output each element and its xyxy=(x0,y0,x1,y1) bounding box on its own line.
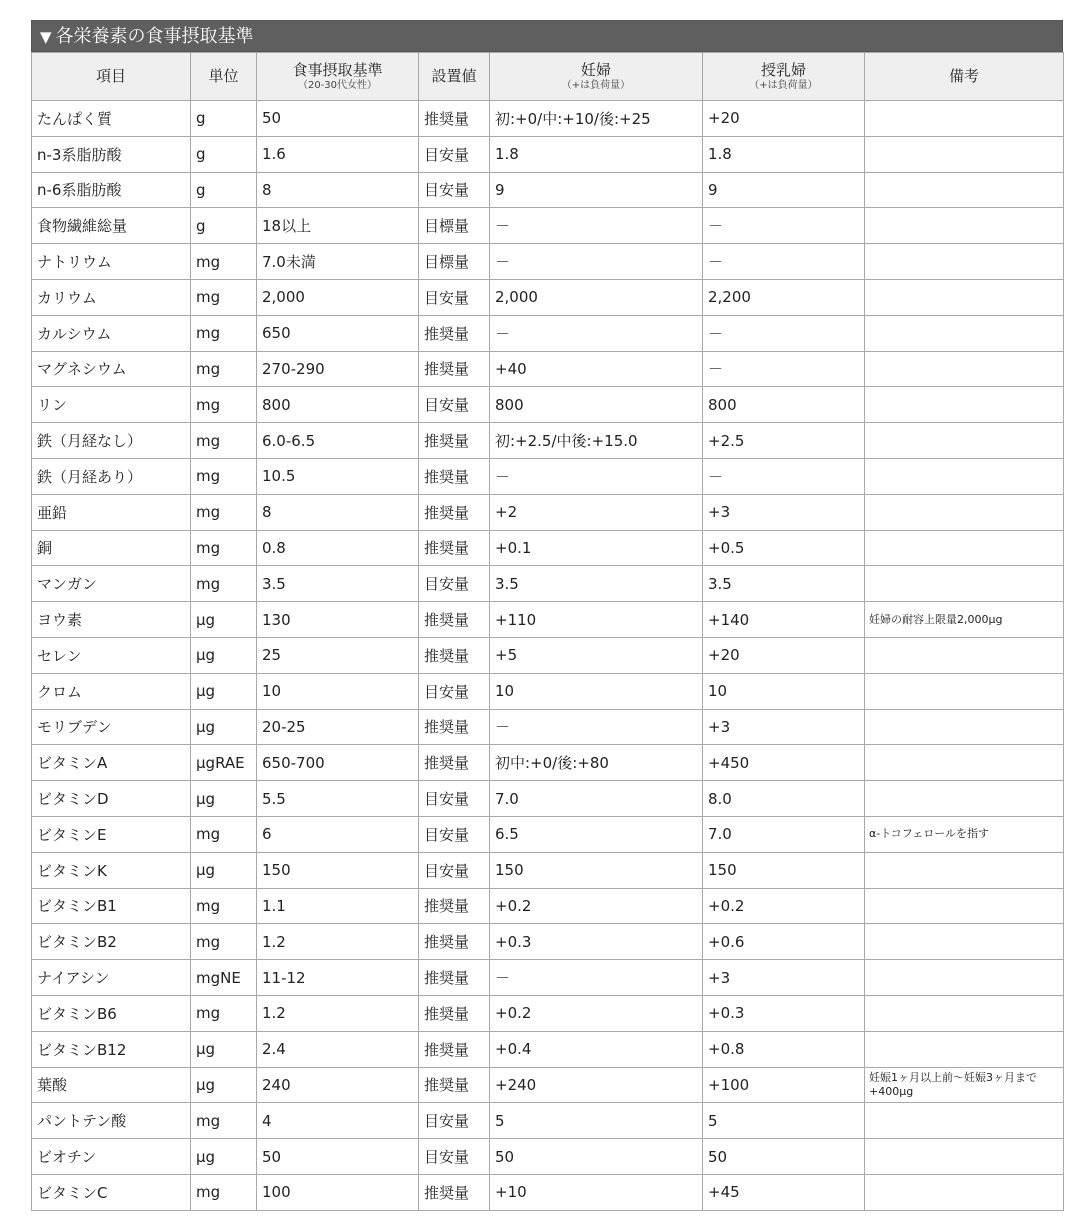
cell-setting: 目安量 xyxy=(419,1103,490,1139)
cell-pregnant: +110 xyxy=(490,602,703,638)
table-row xyxy=(32,172,1064,208)
cell-standard: 130 xyxy=(257,602,419,638)
cell-unit: mg xyxy=(191,995,257,1031)
cell-remarks xyxy=(865,494,1064,530)
cell-unit: μg xyxy=(191,709,257,745)
cell-standard: 270-290 xyxy=(257,351,419,387)
cell-standard: 8 xyxy=(257,172,419,208)
cell-pregnant: 7.0 xyxy=(490,781,703,817)
cell-item: マグネシウム xyxy=(32,351,191,387)
cell-unit: mg xyxy=(191,1174,257,1210)
cell-unit: μg xyxy=(191,1031,257,1067)
cell-remarks xyxy=(865,960,1064,996)
cell-pregnant: － xyxy=(490,709,703,745)
cell-item: クロム xyxy=(32,673,191,709)
cell-pregnant: 初:+2.5/中後:+15.0 xyxy=(490,423,703,459)
cell-lactating: +45 xyxy=(703,1174,865,1210)
cell-item: セレン xyxy=(32,637,191,673)
cell-pregnant: 150 xyxy=(490,852,703,888)
cell-lactating: 9 xyxy=(703,172,865,208)
cell-item: n-6系脂肪酸 xyxy=(32,172,191,208)
cell-unit: mg xyxy=(191,1103,257,1139)
cell-item: ビタミンE xyxy=(32,816,191,852)
cell-unit: μg xyxy=(191,781,257,817)
header-setting: 設置値 xyxy=(419,53,490,101)
cell-lactating: +0.6 xyxy=(703,924,865,960)
cell-unit: mg xyxy=(191,279,257,315)
table-row xyxy=(32,1139,1064,1175)
table-row xyxy=(32,960,1064,996)
cell-pregnant: +10 xyxy=(490,1174,703,1210)
cell-item: 葉酸 xyxy=(32,1067,191,1103)
cell-setting: 推奨量 xyxy=(419,423,490,459)
table-row xyxy=(32,673,1064,709)
cell-lactating: +100 xyxy=(703,1067,865,1103)
cell-setting: 推奨量 xyxy=(419,101,490,137)
cell-remarks xyxy=(865,208,1064,244)
cell-remarks xyxy=(865,924,1064,960)
table-row xyxy=(32,995,1064,1031)
cell-standard: 6.0-6.5 xyxy=(257,423,419,459)
cell-lactating: － xyxy=(703,208,865,244)
table-row xyxy=(32,136,1064,172)
table-row xyxy=(32,244,1064,280)
cell-standard: 5.5 xyxy=(257,781,419,817)
cell-remarks xyxy=(865,673,1064,709)
cell-remarks xyxy=(865,530,1064,566)
cell-setting: 目安量 xyxy=(419,387,490,423)
header-lactating-sub: （+は負荷量） xyxy=(749,79,818,91)
cell-pregnant: － xyxy=(490,244,703,280)
cell-item: 鉄（月経なし） xyxy=(32,423,191,459)
table-row xyxy=(32,494,1064,530)
cell-unit: mg xyxy=(191,351,257,387)
cell-item: ビタミンK xyxy=(32,852,191,888)
cell-standard: 18以上 xyxy=(257,208,419,244)
cell-standard: 6 xyxy=(257,816,419,852)
cell-pregnant: 1.8 xyxy=(490,136,703,172)
cell-lactating: － xyxy=(703,244,865,280)
cell-lactating: 7.0 xyxy=(703,816,865,852)
cell-setting: 推奨量 xyxy=(419,745,490,781)
cell-pregnant: － xyxy=(490,458,703,494)
cell-remarks xyxy=(865,995,1064,1031)
nutrition-table xyxy=(31,52,1064,1211)
cell-remarks xyxy=(865,279,1064,315)
cell-lactating: － xyxy=(703,315,865,351)
cell-remarks xyxy=(865,709,1064,745)
cell-standard: 100 xyxy=(257,1174,419,1210)
cell-setting: 推奨量 xyxy=(419,1067,490,1103)
cell-standard: 650-700 xyxy=(257,745,419,781)
cell-unit: μg xyxy=(191,1139,257,1175)
cell-standard: 150 xyxy=(257,852,419,888)
cell-item: n-3系脂肪酸 xyxy=(32,136,191,172)
cell-remarks xyxy=(865,423,1064,459)
cell-pregnant: － xyxy=(490,315,703,351)
cell-unit: mg xyxy=(191,458,257,494)
cell-remarks xyxy=(865,637,1064,673)
cell-item: 食物繊維総量 xyxy=(32,208,191,244)
cell-pregnant: +0.2 xyxy=(490,888,703,924)
cell-standard: 1.2 xyxy=(257,995,419,1031)
cell-standard: 7.0未満 xyxy=(257,244,419,280)
cell-unit: mg xyxy=(191,566,257,602)
cell-setting: 目安量 xyxy=(419,781,490,817)
cell-lactating: 5 xyxy=(703,1103,865,1139)
cell-lactating: 150 xyxy=(703,852,865,888)
cell-item: ビオチン xyxy=(32,1139,191,1175)
cell-standard: 1.6 xyxy=(257,136,419,172)
cell-setting: 目安量 xyxy=(419,279,490,315)
cell-setting: 目安量 xyxy=(419,566,490,602)
cell-setting: 推奨量 xyxy=(419,530,490,566)
cell-lactating: +2.5 xyxy=(703,423,865,459)
cell-pregnant: 初中:+0/後:+80 xyxy=(490,745,703,781)
header-lactating: 授乳婦 （+は負荷量） xyxy=(703,53,865,101)
cell-remarks xyxy=(865,315,1064,351)
table-row xyxy=(32,279,1064,315)
table-row xyxy=(32,745,1064,781)
cell-standard: 0.8 xyxy=(257,530,419,566)
table-body xyxy=(32,101,1064,1211)
table-row xyxy=(32,208,1064,244)
cell-remarks xyxy=(865,1139,1064,1175)
cell-remarks xyxy=(865,745,1064,781)
cell-remarks xyxy=(865,566,1064,602)
cell-unit: mg xyxy=(191,888,257,924)
cell-setting: 推奨量 xyxy=(419,888,490,924)
cell-standard: 8 xyxy=(257,494,419,530)
cell-pregnant: 10 xyxy=(490,673,703,709)
table-row xyxy=(32,315,1064,351)
cell-remarks xyxy=(865,101,1064,137)
cell-item: 鉄（月経あり） xyxy=(32,458,191,494)
table-row xyxy=(32,924,1064,960)
cell-remarks xyxy=(865,387,1064,423)
cell-lactating: +0.5 xyxy=(703,530,865,566)
section-title: 各栄養素の食事摂取基準 xyxy=(55,26,254,47)
header-item: 項目 xyxy=(32,53,191,101)
table-row xyxy=(32,709,1064,745)
cell-remarks: α-トコフェロールを指す xyxy=(865,816,1064,852)
cell-item: ビタミンB12 xyxy=(32,1031,191,1067)
cell-pregnant: 5 xyxy=(490,1103,703,1139)
header-unit: 単位 xyxy=(191,53,257,101)
table-row xyxy=(32,637,1064,673)
table-row xyxy=(32,101,1064,137)
cell-setting: 推奨量 xyxy=(419,602,490,638)
cell-lactating: 2,200 xyxy=(703,279,865,315)
cell-pregnant: +0.1 xyxy=(490,530,703,566)
cell-item: ビタミンB2 xyxy=(32,924,191,960)
cell-remarks xyxy=(865,781,1064,817)
cell-setting: 目安量 xyxy=(419,136,490,172)
cell-remarks xyxy=(865,244,1064,280)
cell-standard: 1.1 xyxy=(257,888,419,924)
cell-pregnant: － xyxy=(490,960,703,996)
cell-lactating: +3 xyxy=(703,494,865,530)
table-row xyxy=(32,423,1064,459)
cell-unit: mg xyxy=(191,530,257,566)
cell-setting: 目安量 xyxy=(419,172,490,208)
cell-remarks xyxy=(865,351,1064,387)
cell-unit: g xyxy=(191,101,257,137)
cell-item: ビタミンC xyxy=(32,1174,191,1210)
cell-setting: 目標量 xyxy=(419,208,490,244)
cell-lactating: +140 xyxy=(703,602,865,638)
cell-item: 亜鉛 xyxy=(32,494,191,530)
cell-standard: 10.5 xyxy=(257,458,419,494)
cell-item: ビタミンB1 xyxy=(32,888,191,924)
header-remarks: 備考 xyxy=(865,53,1064,101)
header-standard-sub: （20-30代女性） xyxy=(297,79,378,91)
cell-pregnant: +0.4 xyxy=(490,1031,703,1067)
cell-item: マンガン xyxy=(32,566,191,602)
cell-standard: 1.2 xyxy=(257,924,419,960)
cell-unit: mg xyxy=(191,816,257,852)
cell-setting: 推奨量 xyxy=(419,351,490,387)
cell-pregnant: 2,000 xyxy=(490,279,703,315)
cell-standard: 50 xyxy=(257,101,419,137)
cell-remarks xyxy=(865,458,1064,494)
cell-item: たんぱく質 xyxy=(32,101,191,137)
cell-standard: 2,000 xyxy=(257,279,419,315)
table-row xyxy=(32,816,1064,852)
cell-remarks xyxy=(865,1174,1064,1210)
cell-setting: 推奨量 xyxy=(419,458,490,494)
cell-item: ヨウ素 xyxy=(32,602,191,638)
cell-setting: 目安量 xyxy=(419,852,490,888)
cell-remarks xyxy=(865,1031,1064,1067)
cell-item: リン xyxy=(32,387,191,423)
cell-lactating: +0.2 xyxy=(703,888,865,924)
table-row xyxy=(32,566,1064,602)
cell-pregnant: +40 xyxy=(490,351,703,387)
cell-unit: μg xyxy=(191,637,257,673)
cell-lactating: +0.8 xyxy=(703,1031,865,1067)
cell-pregnant: － xyxy=(490,208,703,244)
cell-setting: 推奨量 xyxy=(419,1031,490,1067)
cell-item: モリブデン xyxy=(32,709,191,745)
nutrition-table-panel xyxy=(31,20,1063,1211)
cell-unit: mg xyxy=(191,244,257,280)
table-row xyxy=(32,1103,1064,1139)
cell-lactating: － xyxy=(703,351,865,387)
table-row xyxy=(32,781,1064,817)
cell-unit: mg xyxy=(191,387,257,423)
cell-unit: g xyxy=(191,172,257,208)
cell-pregnant: +240 xyxy=(490,1067,703,1103)
table-row xyxy=(32,530,1064,566)
cell-remarks: 妊娠1ヶ月以上前～妊娠3ヶ月まで+400μg xyxy=(865,1067,1064,1103)
cell-standard: 25 xyxy=(257,637,419,673)
cell-unit: mgNE xyxy=(191,960,257,996)
cell-remarks: 妊婦の耐容上限量2,000μg xyxy=(865,602,1064,638)
cell-lactating: +0.3 xyxy=(703,995,865,1031)
cell-standard: 50 xyxy=(257,1139,419,1175)
cell-item: ビタミンB6 xyxy=(32,995,191,1031)
cell-pregnant: +0.2 xyxy=(490,995,703,1031)
cell-setting: 目標量 xyxy=(419,244,490,280)
cell-setting: 推奨量 xyxy=(419,995,490,1031)
cell-standard: 4 xyxy=(257,1103,419,1139)
cell-pregnant: 800 xyxy=(490,387,703,423)
cell-remarks xyxy=(865,852,1064,888)
table-row xyxy=(32,852,1064,888)
table-row xyxy=(32,387,1064,423)
cell-lactating: 8.0 xyxy=(703,781,865,817)
cell-lactating: － xyxy=(703,458,865,494)
cell-lactating: 10 xyxy=(703,673,865,709)
cell-setting: 推奨量 xyxy=(419,315,490,351)
header-row xyxy=(32,53,1064,101)
table-row xyxy=(32,458,1064,494)
triangle-down-icon: ▼ xyxy=(40,28,52,46)
cell-unit: g xyxy=(191,208,257,244)
header-pregnant: 妊婦 （+は負荷量） xyxy=(490,53,703,101)
cell-setting: 推奨量 xyxy=(419,494,490,530)
cell-remarks xyxy=(865,1103,1064,1139)
cell-unit: μg xyxy=(191,1067,257,1103)
cell-standard: 800 xyxy=(257,387,419,423)
cell-lactating: 3.5 xyxy=(703,566,865,602)
cell-remarks xyxy=(865,136,1064,172)
cell-standard: 11-12 xyxy=(257,960,419,996)
cell-pregnant: 初:+0/中:+10/後:+25 xyxy=(490,101,703,137)
cell-item: ビタミンD xyxy=(32,781,191,817)
cell-standard: 10 xyxy=(257,673,419,709)
cell-unit: μg xyxy=(191,852,257,888)
cell-pregnant: 6.5 xyxy=(490,816,703,852)
cell-pregnant: +2 xyxy=(490,494,703,530)
cell-setting: 推奨量 xyxy=(419,637,490,673)
cell-pregnant: 3.5 xyxy=(490,566,703,602)
cell-pregnant: +5 xyxy=(490,637,703,673)
cell-lactating: +450 xyxy=(703,745,865,781)
cell-item: ナイアシン xyxy=(32,960,191,996)
cell-item: パントテン酸 xyxy=(32,1103,191,1139)
table-row xyxy=(32,888,1064,924)
cell-item: ナトリウム xyxy=(32,244,191,280)
cell-setting: 目安量 xyxy=(419,673,490,709)
cell-unit: g xyxy=(191,136,257,172)
cell-unit: μg xyxy=(191,602,257,638)
cell-item: ビタミンA xyxy=(32,745,191,781)
cell-item: カリウム xyxy=(32,279,191,315)
cell-pregnant: +0.3 xyxy=(490,924,703,960)
table-row xyxy=(32,351,1064,387)
cell-setting: 推奨量 xyxy=(419,960,490,996)
cell-lactating: +20 xyxy=(703,637,865,673)
cell-unit: mg xyxy=(191,494,257,530)
cell-setting: 推奨量 xyxy=(419,924,490,960)
header-pregnant-sub: （+は負荷量） xyxy=(561,79,631,91)
cell-lactating: +3 xyxy=(703,960,865,996)
cell-standard: 650 xyxy=(257,315,419,351)
cell-unit: μg xyxy=(191,673,257,709)
cell-standard: 3.5 xyxy=(257,566,419,602)
cell-lactating: 1.8 xyxy=(703,136,865,172)
cell-remarks xyxy=(865,172,1064,208)
table-row xyxy=(32,1067,1064,1103)
cell-unit: mg xyxy=(191,924,257,960)
cell-setting: 推奨量 xyxy=(419,1174,490,1210)
cell-setting: 目安量 xyxy=(419,1139,490,1175)
cell-item: 銅 xyxy=(32,530,191,566)
cell-standard: 20-25 xyxy=(257,709,419,745)
cell-lactating: 50 xyxy=(703,1139,865,1175)
cell-lactating: +3 xyxy=(703,709,865,745)
table-row xyxy=(32,1174,1064,1210)
table-row xyxy=(32,602,1064,638)
cell-standard: 240 xyxy=(257,1067,419,1103)
cell-lactating: 800 xyxy=(703,387,865,423)
cell-pregnant: 9 xyxy=(490,172,703,208)
cell-unit: mg xyxy=(191,423,257,459)
cell-standard: 2.4 xyxy=(257,1031,419,1067)
cell-setting: 目安量 xyxy=(419,816,490,852)
cell-unit: μgRAE xyxy=(191,745,257,781)
cell-lactating: +20 xyxy=(703,101,865,137)
cell-pregnant: 50 xyxy=(490,1139,703,1175)
cell-remarks xyxy=(865,888,1064,924)
table-row xyxy=(32,1031,1064,1067)
cell-unit: mg xyxy=(191,315,257,351)
cell-item: カルシウム xyxy=(32,315,191,351)
header-standard: 食事摂取基準 （20-30代女性） xyxy=(257,53,419,101)
cell-setting: 推奨量 xyxy=(419,709,490,745)
section-header[interactable] xyxy=(31,20,1063,52)
